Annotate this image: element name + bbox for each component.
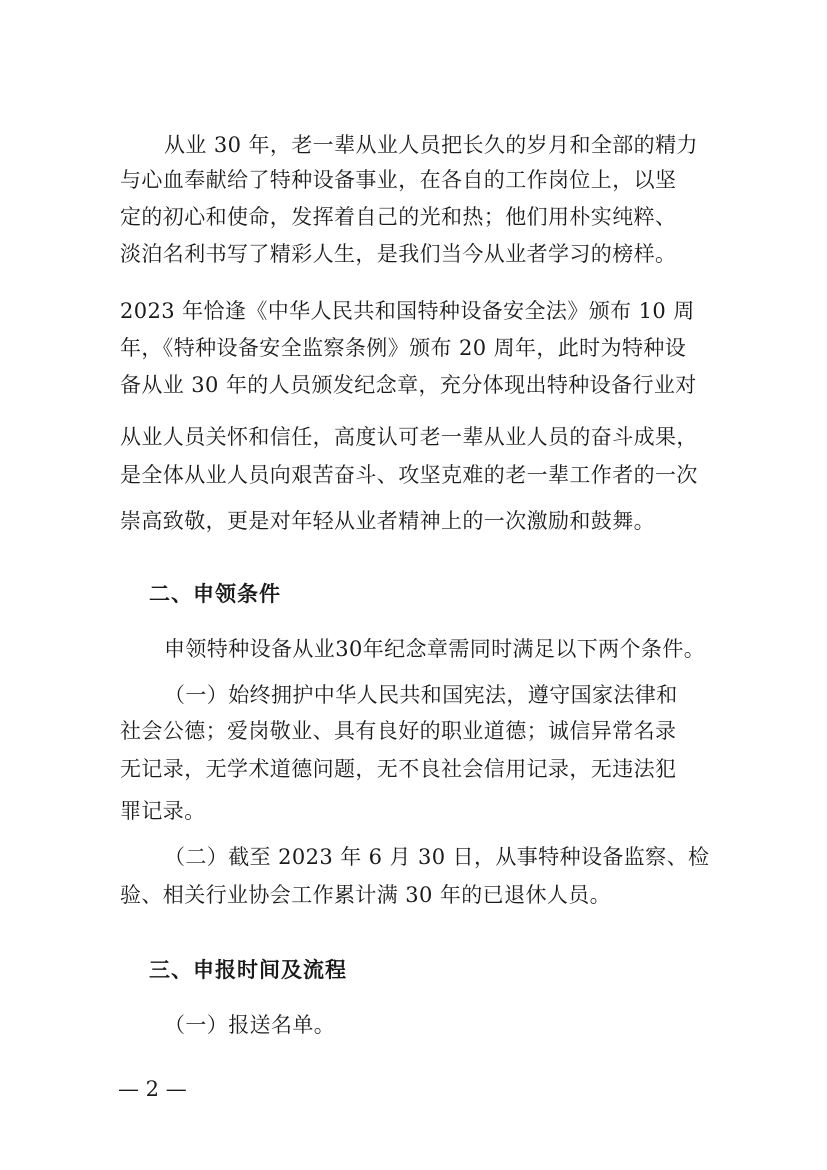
paragraph-1-line-1: 从业 30 年，老一辈从业人员把长久的岁月和全部的精力 [164, 133, 698, 157]
paragraph-1-line-3: 定的初心和使命，发挥着自己的光和热；他们用朴实纯粹、 [120, 205, 677, 229]
paragraph-1-line-2: 与心血奉献给了特种设备事业，在各自的工作岗位上，以坚 [120, 168, 677, 192]
section-2-item-2-line-1: （二）截至 2023 年 6 月 30 日，从事特种设备监察、检 [164, 845, 710, 869]
section-3-heading: 三、申报时间及流程 [149, 958, 347, 982]
paragraph-1-line-5: 2023 年恰逢《中华人民共和国特种设备安全法》颁布 10 周 [120, 299, 695, 323]
paragraph-1-line-6: 年，《特种设备安全监察条例》颁布 20 周年，此时为特种设 [120, 336, 687, 360]
section-2-item-1-line-4: 罪记录。 [120, 799, 206, 823]
section-2-item-1-line-3: 无记录，无学术道德问题，无不良社会信用记录，无违法犯 [120, 757, 677, 781]
section-2-heading: 二、申领条件 [149, 582, 281, 606]
section-2-item-2-line-2: 验、相关行业协会工作累计满 30 年的已退休人员。 [120, 883, 612, 907]
paragraph-1-line-8: 从业人员关怀和信任，高度认可老一辈从业人员的奋斗成果， [120, 425, 698, 449]
paragraph-1-line-7: 备从业 30 年的人员颁发纪念章，充分体现出特种设备行业对 [120, 373, 697, 397]
section-2-item-1-line-1: （一）始终拥护中华人民共和国宪法，遵守国家法律和 [164, 683, 678, 707]
paragraph-1-line-9: 是全体从业人员向艰苦奋斗、攻坚克难的老一辈工作者的一次 [120, 463, 698, 487]
paragraph-1-line-10: 崇高致敬，更是对年轻从业者精神上的一次激励和鼓舞。 [120, 509, 655, 533]
paragraph-1-line-4: 淡泊名利书写了精彩人生，是我们当今从业者学习的榜样。 [120, 242, 677, 266]
section-3-item-1: （一）报送名单。 [164, 1013, 336, 1037]
section-2-intro: 申领特种设备从业30年纪念章需同时满足以下两个条件。 [164, 637, 706, 661]
section-2-item-1-line-2: 社会公德；爱岗敬业、具有良好的职业道德；诚信异常名录 [120, 719, 677, 743]
page-number: — 2 — [118, 1077, 187, 1101]
